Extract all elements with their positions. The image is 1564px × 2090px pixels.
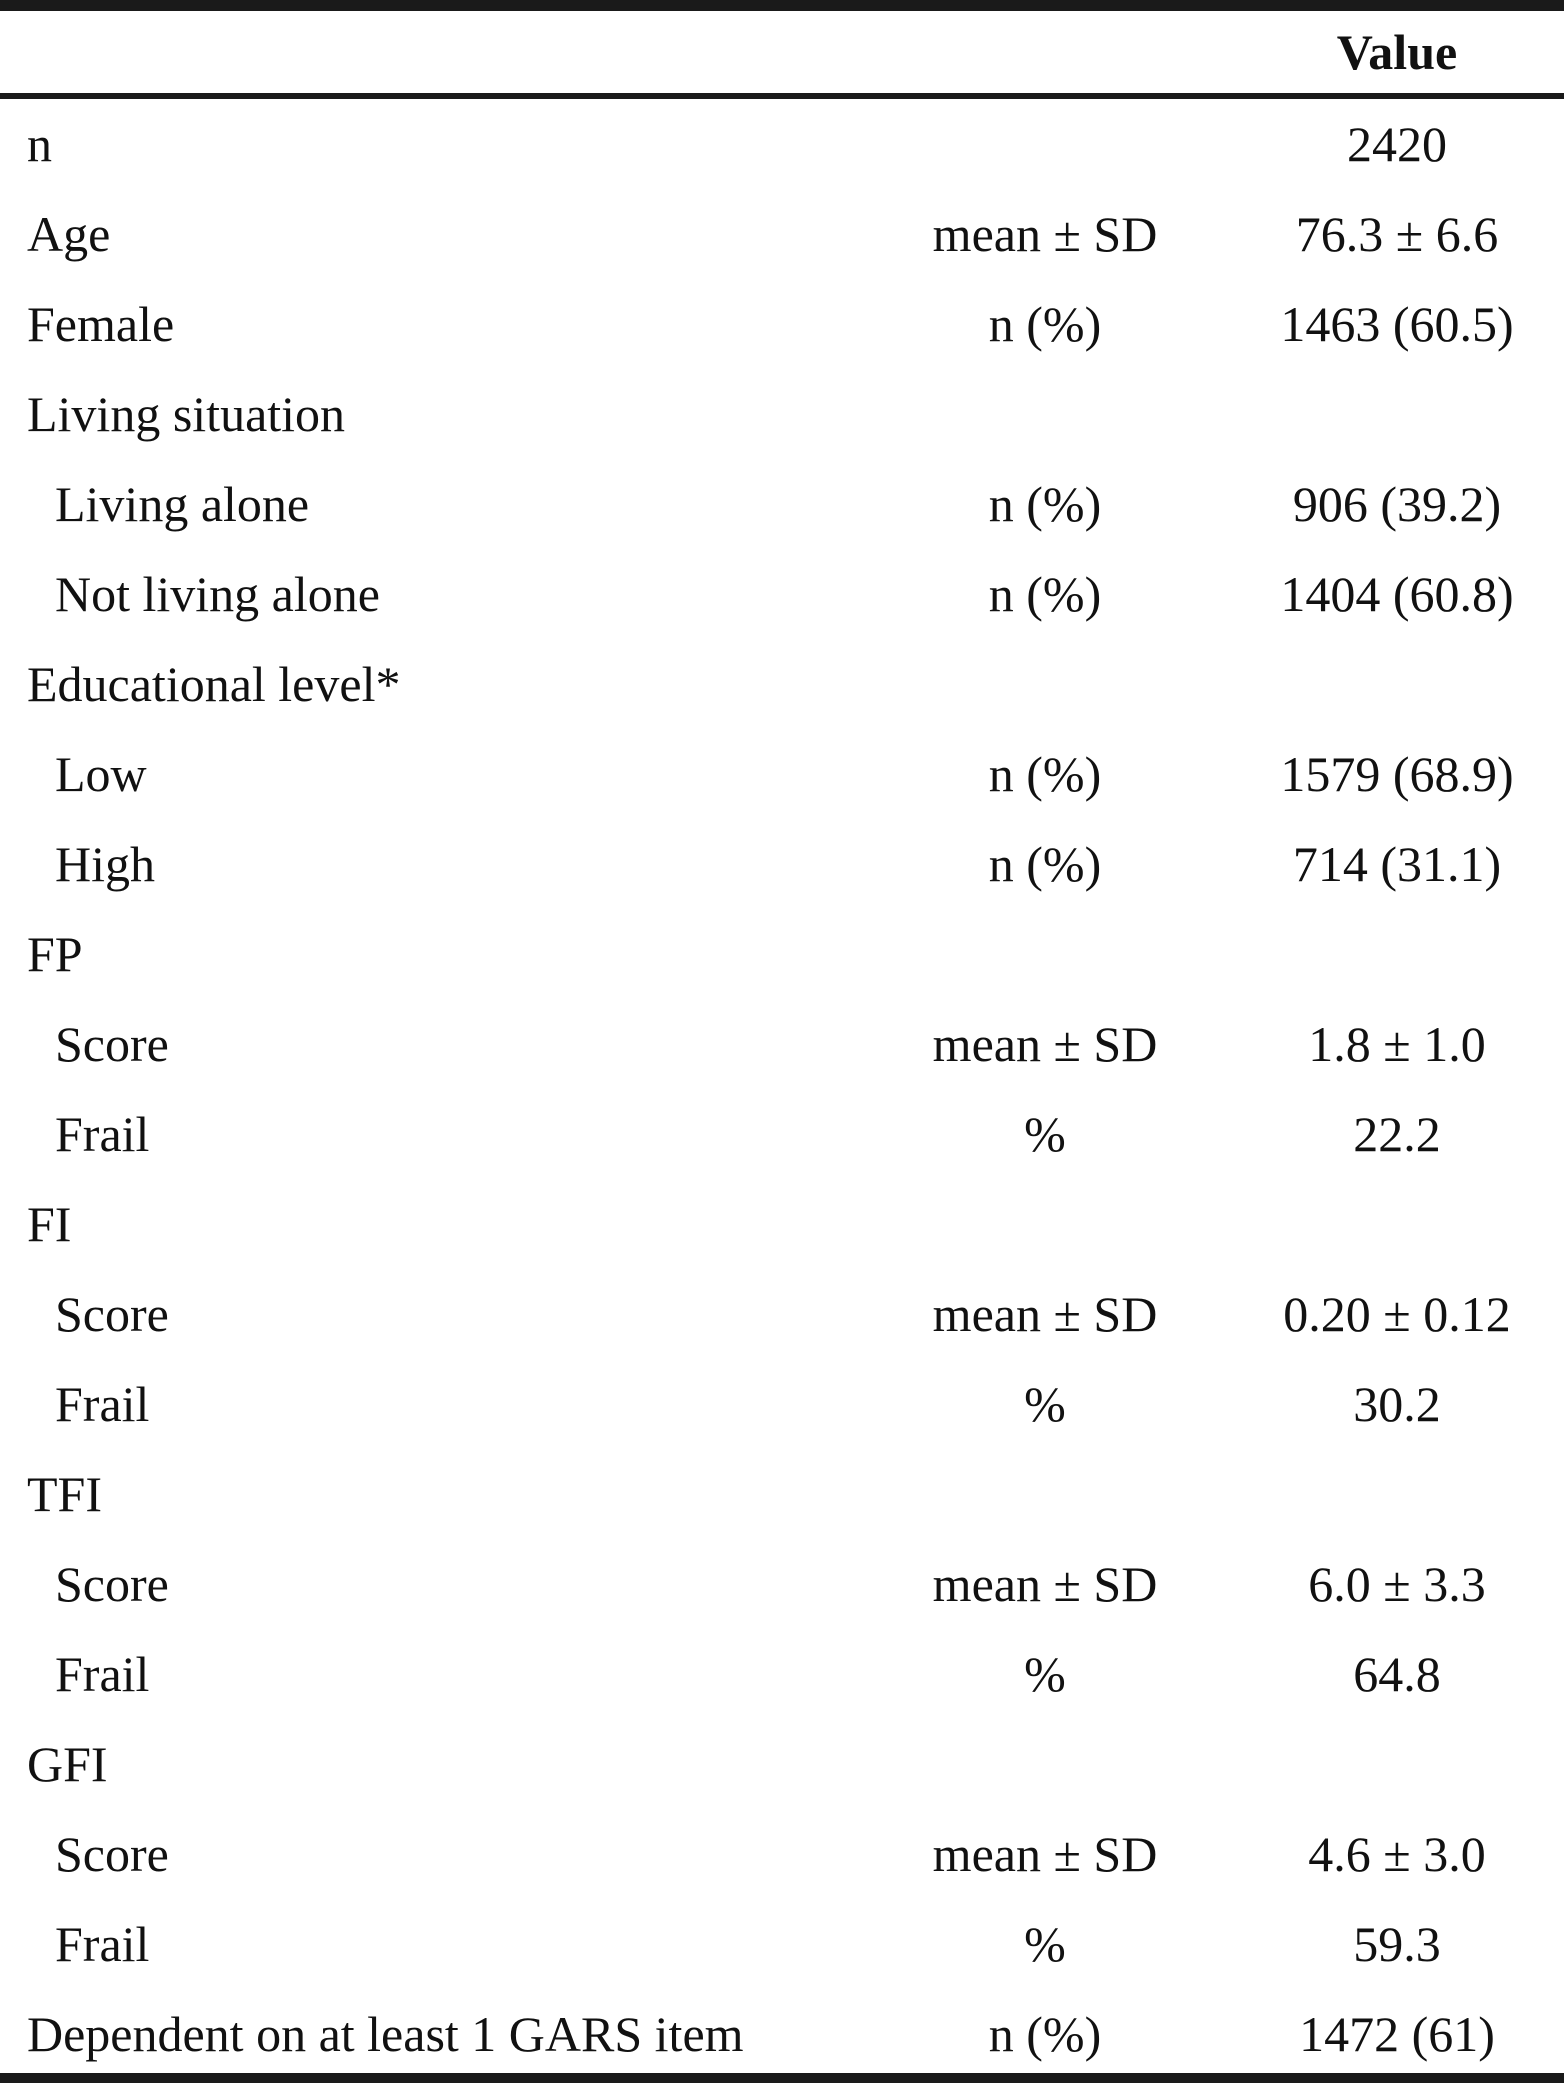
row-label-cell: n: [27, 116, 52, 172]
row-label-cell: Living situation: [27, 386, 346, 442]
row-label-cell: Dependent on at least 1 GARS item: [27, 2006, 744, 2062]
row-stat-cell: %: [1024, 1376, 1066, 1432]
header-value-cell: Value: [1336, 24, 1458, 80]
table-row: [0, 999, 1564, 1089]
row-stat-cell: %: [1024, 1106, 1066, 1162]
row-label-cell: Frail: [55, 1916, 150, 1972]
row-stat-cell: [880, 99, 1210, 189]
row-label-cell: Score: [55, 1016, 169, 1072]
row-value-cell: 1404 (60.8): [1280, 566, 1514, 622]
row-stat-cell: %: [1024, 1646, 1066, 1702]
table-row: [0, 279, 1564, 369]
table-row: [0, 1719, 1564, 1809]
table-row: [0, 1449, 1564, 1539]
table-row: [0, 639, 1564, 729]
table-row: [0, 189, 1564, 279]
table-row: [0, 1539, 1564, 1629]
table-top-rule: [0, 0, 1564, 11]
table-row: [0, 459, 1564, 549]
row-stat-cell: %: [1024, 1916, 1066, 1972]
row-label-cell: Frail: [55, 1646, 150, 1702]
row-value-cell: [1230, 1719, 1564, 1809]
row-value-cell: [1230, 909, 1564, 999]
row-value-cell: 30.2: [1353, 1376, 1441, 1432]
header-stat-cell: [880, 11, 1210, 93]
row-value-cell: 64.8: [1353, 1646, 1441, 1702]
row-value-cell: 59.3: [1353, 1916, 1441, 1972]
table-row: [0, 1629, 1564, 1719]
table-row: [0, 819, 1564, 909]
table-row: [0, 1359, 1564, 1449]
row-value-cell: [1230, 1179, 1564, 1269]
row-stat-cell: n (%): [988, 296, 1102, 352]
row-stat-cell: mean ± SD: [932, 1016, 1158, 1072]
row-value-cell: 0.20 ± 0.12: [1283, 1286, 1511, 1342]
table-body: [0, 99, 1564, 2079]
row-value-cell: 76.3 ± 6.6: [1295, 206, 1499, 262]
row-stat-cell: [880, 369, 1210, 459]
row-label-cell: Age: [27, 206, 111, 262]
row-value-cell: 22.2: [1353, 1106, 1441, 1162]
row-value-cell: [1230, 1449, 1564, 1539]
row-value-cell: 1463 (60.5): [1280, 296, 1514, 352]
row-stat-cell: mean ± SD: [932, 1826, 1158, 1882]
row-value-cell: 4.6 ± 3.0: [1308, 1826, 1486, 1882]
table-row: [0, 1089, 1564, 1179]
row-label-cell: Frail: [55, 1376, 150, 1432]
row-stat-cell: [880, 1179, 1210, 1269]
row-label-cell: Educational level*: [27, 656, 401, 712]
row-value-cell: [1230, 369, 1564, 459]
row-value-cell: 1472 (61): [1299, 2006, 1495, 2062]
row-value-cell: 6.0 ± 3.3: [1308, 1556, 1486, 1612]
row-value-cell: [1230, 639, 1564, 729]
row-stat-cell: mean ± SD: [932, 206, 1158, 262]
row-stat-cell: mean ± SD: [932, 1286, 1158, 1342]
row-label-cell: Female: [27, 296, 175, 352]
row-stat-cell: [880, 909, 1210, 999]
row-label-cell: Score: [55, 1556, 169, 1612]
table-row: [0, 729, 1564, 819]
row-label-cell: Low: [55, 746, 147, 802]
table-row: [0, 1899, 1564, 1989]
row-label-cell: Score: [55, 1286, 169, 1342]
row-stat-cell: n (%): [988, 746, 1102, 802]
table-row: [0, 1269, 1564, 1359]
table-row: [0, 99, 1564, 189]
table-bottom-rule: [0, 2073, 1564, 2083]
row-label-cell: Not living alone: [55, 566, 380, 622]
row-label-cell: High: [55, 836, 155, 892]
table-row: [0, 909, 1564, 999]
row-stat-cell: n (%): [988, 476, 1102, 532]
row-value-cell: 714 (31.1): [1292, 836, 1502, 892]
row-label-cell: FI: [27, 1196, 72, 1252]
row-stat-cell: [880, 639, 1210, 729]
row-label-cell: GFI: [27, 1736, 108, 1792]
table-row: [0, 549, 1564, 639]
row-label-cell: Living alone: [55, 476, 310, 532]
row-stat-cell: n (%): [988, 836, 1102, 892]
row-stat-cell: n (%): [988, 566, 1102, 622]
table-row: [0, 1989, 1564, 2079]
row-label-cell: Frail: [55, 1106, 150, 1162]
row-stat-cell: [880, 1449, 1210, 1539]
row-label-cell: Score: [55, 1826, 169, 1882]
header-label-cell: [27, 11, 887, 93]
table-row: [0, 369, 1564, 459]
row-stat-cell: n (%): [988, 2006, 1102, 2062]
row-value-cell: 1.8 ± 1.0: [1308, 1016, 1486, 1072]
row-stat-cell: [880, 1719, 1210, 1809]
row-label-cell: FP: [27, 926, 83, 982]
row-label-cell: TFI: [27, 1466, 102, 1522]
row-value-cell: 2420: [1347, 116, 1447, 172]
row-value-cell: 906 (39.2): [1292, 476, 1502, 532]
table-row: [0, 1179, 1564, 1269]
table-header-row: [0, 11, 1564, 93]
table-row: [0, 1809, 1564, 1899]
row-value-cell: 1579 (68.9): [1280, 746, 1514, 802]
row-stat-cell: mean ± SD: [932, 1556, 1158, 1612]
